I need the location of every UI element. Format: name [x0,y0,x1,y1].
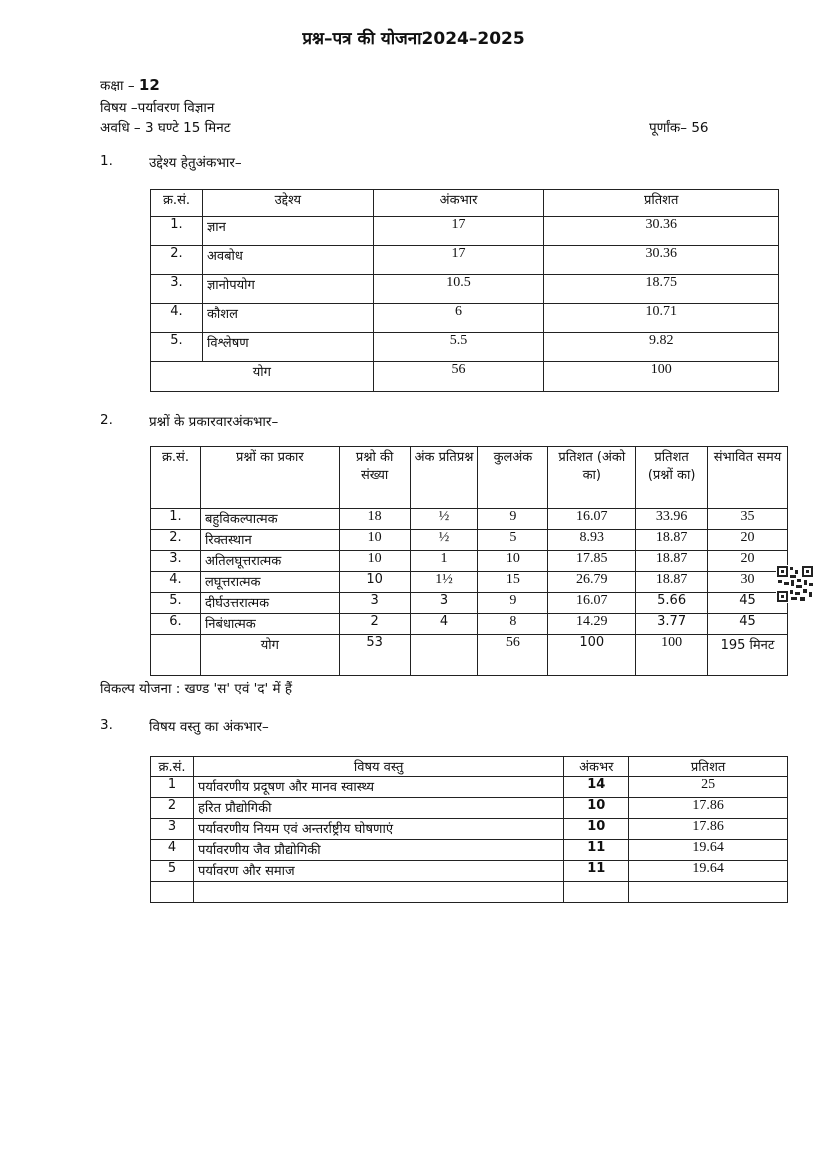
class-label: कक्षा – [100,78,139,94]
cell: अवबोध [202,246,373,275]
section1-heading: उद्देश्य हेतुअंकभार– [149,155,242,171]
table-empty-row [151,882,788,903]
cell: 17.85 [548,551,636,572]
table-header-row [151,190,779,217]
cell: 33.96 [636,509,708,530]
duration-line: अवधि – 3 घण्टे 15 मिनट [100,120,231,136]
header-cell: क्र.सं. [151,757,194,777]
cell: पर्यावरणीय प्रदूषण और मानव स्वास्थ्य [193,777,563,798]
table-row [151,819,788,840]
empty-cell [151,882,194,903]
table-row [151,593,788,614]
cell: 17.86 [629,819,788,840]
table-total-row [151,362,779,392]
cell: 8.93 [548,530,636,551]
cell: 1. [151,509,201,530]
section3-heading: विषय वस्तु का अंकभार– [149,719,269,735]
cell: 4 [410,614,478,635]
header-cell: क्र.सं. [151,190,203,217]
total-label: योग [151,362,374,392]
cell: 16.07 [548,509,636,530]
cell: 18 [339,509,410,530]
header-cell: प्रतिशत [544,190,779,217]
header-cell: अंक प्रतिप्रश्न [410,447,478,509]
cell: ज्ञानोपयोग [202,275,373,304]
cell: विश्लेषण [202,333,373,362]
cell: हरित प्रौद्योगिकी [193,798,563,819]
cell: 5.66 [636,593,708,614]
cell: 53 [339,635,410,676]
cell: 1. [151,217,203,246]
cell: 56 [478,635,548,676]
table-row [151,246,779,275]
table-row [151,840,788,861]
cell: 3 [410,593,478,614]
cell: पर्यावरणीय जैव प्रौद्योगिकी [193,840,563,861]
cell: 10 [339,572,410,593]
cell: 2 [151,798,194,819]
cell: 30.36 [544,217,779,246]
cell: 18.87 [636,530,708,551]
cell: 5.5 [373,333,544,362]
qr-code-icon [776,565,814,603]
table-row [151,551,788,572]
header-cell: प्रश्नों का प्रकार [200,447,339,509]
header-cell: उद्देश्य [202,190,373,217]
cell: 18.87 [636,572,708,593]
cell: 35 [708,509,788,530]
table-row [151,275,779,304]
cell: 15 [478,572,548,593]
cell: 8 [478,614,548,635]
cell: 30.36 [544,246,779,275]
cell: 2. [151,530,201,551]
table-row [151,333,779,362]
table-total-row [151,635,788,676]
cell: 9 [478,593,548,614]
cell: 100 [636,635,708,676]
cell: 2. [151,246,203,275]
table-row [151,572,788,593]
cell: 25 [629,777,788,798]
cell: 3 [339,593,410,614]
cell: 195 मिनट [708,635,788,676]
cell: 3. [151,551,201,572]
cell: 17 [373,246,544,275]
cell: 14.29 [548,614,636,635]
cell: ½ [410,530,478,551]
section3-number: 3. [100,717,113,733]
cell: 1 [410,551,478,572]
section2-heading: प्रश्नों के प्रकारवारअंकभार– [149,414,279,430]
cell: दीर्घउत्तरात्मक [200,593,339,614]
cell: 17.86 [629,798,788,819]
page-title: प्रश्न–पत्र की योजना2024–2025 [302,29,525,49]
cell: 11 [564,861,629,882]
cell: 4. [151,572,201,593]
cell: 6. [151,614,201,635]
cell: 9.82 [544,333,779,362]
content-weight-table [150,756,788,903]
header-cell: कुलअंक [478,447,548,509]
class-line [100,76,160,94]
cell: 19.64 [629,861,788,882]
cell: 26.79 [548,572,636,593]
cell: निबंधात्मक [200,614,339,635]
cell: 10 [339,551,410,572]
cell: 5. [151,333,203,362]
empty-cell [629,882,788,903]
cell: 10.5 [373,275,544,304]
cell: 45 [708,614,788,635]
cell: 5 [478,530,548,551]
cell: 17 [373,217,544,246]
option-note: विकल्प योजना : खण्ड 'स' एवं 'द' में हैं [100,681,293,697]
header-cell: अंकभार [373,190,544,217]
cell: 3 [151,819,194,840]
cell: 2 [339,614,410,635]
header-cell: प्रश्नो की संख्या [339,447,410,509]
header-cell: प्रतिशत (प्रश्नों का) [636,447,708,509]
cell: 1½ [410,572,478,593]
class-value: 12 [138,76,160,94]
table-header-row [151,447,788,509]
cell: 100 [544,362,779,392]
cell: 18.75 [544,275,779,304]
table-row [151,777,788,798]
empty-cell [564,882,629,903]
cell: 19.64 [629,840,788,861]
table-row [151,217,779,246]
table-row [151,798,788,819]
cell: ½ [410,509,478,530]
table-row [151,614,788,635]
cell: पर्यावरण और समाज [193,861,563,882]
cell: 20 [708,551,788,572]
cell: 10.71 [544,304,779,333]
objective-table [150,189,779,392]
cell: लघूत्तरात्मक [200,572,339,593]
cell: बहुविकल्पात्मक [200,509,339,530]
table-row [151,861,788,882]
header-cell: संभावित समय [708,447,788,509]
cell [410,635,478,676]
table-row [151,530,788,551]
cell: 3. [151,275,203,304]
cell: 5. [151,593,201,614]
header-cell: प्रतिशत [629,757,788,777]
table-row [151,304,779,333]
section1-number: 1. [100,153,113,169]
cell: 3.77 [636,614,708,635]
cell: 10 [339,530,410,551]
header-cell: विषय वस्तु [193,757,563,777]
empty-cell [151,635,201,676]
full-marks: पूर्णांक– 56 [649,120,709,136]
cell: 14 [564,777,629,798]
header-cell: क्र.सं. [151,447,201,509]
cell: ज्ञान [202,217,373,246]
cell: 10 [564,798,629,819]
cell: 6 [373,304,544,333]
cell: 1 [151,777,194,798]
cell: 10 [478,551,548,572]
cell: 16.07 [548,593,636,614]
cell: 4 [151,840,194,861]
section2-number: 2. [100,412,113,428]
header-cell: प्रतिशत (अंको का) [548,447,636,509]
table-row [151,509,788,530]
cell: 20 [708,530,788,551]
cell: 18.87 [636,551,708,572]
cell: 5 [151,861,194,882]
table-header-row [151,757,788,777]
cell: 11 [564,840,629,861]
cell: रिक्तस्थान [200,530,339,551]
cell: 4. [151,304,203,333]
cell: 100 [548,635,636,676]
header-cell: अंकभर [564,757,629,777]
cell: पर्यावरणीय नियम एवं अन्तर्राष्ट्रीय घोषणाएं [193,819,563,840]
total-label: योग [200,635,339,676]
cell: कौशल [202,304,373,333]
subject-line: विषय –पर्यावरण विज्ञान [100,100,215,116]
question-type-table [150,446,788,676]
cell: अतिलघूत्तरात्मक [200,551,339,572]
cell: 9 [478,509,548,530]
cell: 56 [373,362,544,392]
cell: 10 [564,819,629,840]
empty-cell [193,882,563,903]
cell: 45 [708,593,788,614]
cell: 30 [708,572,788,593]
